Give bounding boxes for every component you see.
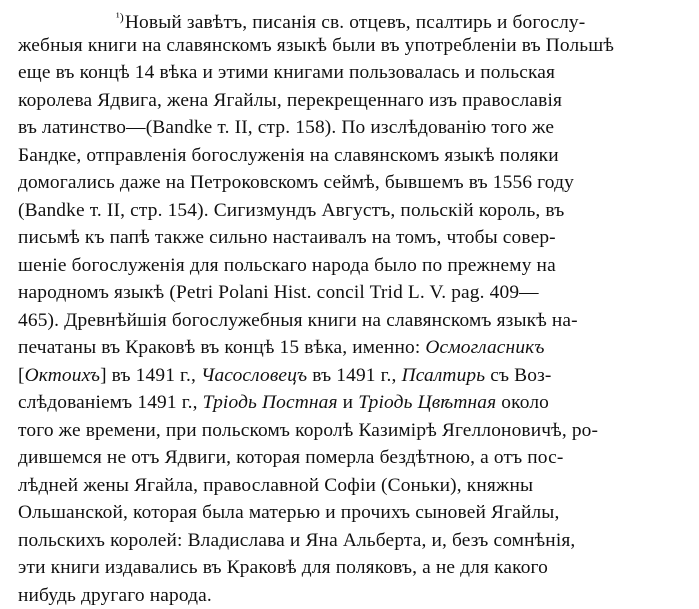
footnote-text: [ bbox=[18, 365, 25, 386]
footnote-text: ] въ 1491 г., bbox=[100, 365, 201, 386]
footnote-text: эти книги издавались въ Краковѣ для поляковъ, а не для какого bbox=[18, 557, 548, 578]
footnote-text: около bbox=[496, 392, 549, 413]
footnote-block bbox=[18, 4, 686, 609]
footnote-text: жебныя книги на славянскомъ языкѣ были въ употребленіи въ Польшѣ bbox=[18, 35, 614, 56]
footnote-line bbox=[18, 389, 686, 417]
footnote-line bbox=[18, 142, 686, 170]
footnote-line bbox=[18, 527, 686, 555]
footnote-text: и bbox=[338, 392, 359, 413]
footnote-line bbox=[18, 582, 686, 609]
footnote-line bbox=[18, 59, 686, 87]
footnote-text: печатаны въ Краковѣ въ концѣ 15 вѣка, именно: bbox=[18, 337, 425, 358]
italic-title: Часословецъ bbox=[201, 365, 307, 386]
footnote-line bbox=[18, 4, 686, 32]
footnote-text: въ 1491 г., bbox=[307, 365, 401, 386]
footnote-text: еще въ концѣ 14 вѣка и этими книгами пользовалась и польская bbox=[18, 62, 555, 83]
footnote-line bbox=[18, 114, 686, 142]
footnote-text: Ольшанской, которая была матерью и прочихъ сыновей Ягайлы, bbox=[18, 502, 559, 523]
footnote-text: нибудь другаго народа. bbox=[18, 585, 212, 606]
footnote-text: (Bandke т. II, стр. 154). Сигизмундъ Августъ, польскій король, въ bbox=[18, 200, 564, 221]
footnote-line bbox=[18, 279, 686, 307]
footnote-text: въ латинство—(Bandke т. II, стр. 158). По изслѣдованію того же bbox=[18, 117, 554, 138]
footnote-line bbox=[18, 32, 686, 60]
footnote-text: того же времени, при польскомъ королѣ Казимірѣ Ягеллоновичѣ, ро- bbox=[18, 420, 598, 441]
italic-title: Осмогласникъ bbox=[425, 337, 544, 358]
footnote-text: слѣдованіемъ 1491 г., bbox=[18, 392, 203, 413]
italic-title: Псалтирь bbox=[402, 365, 486, 386]
footnote-line bbox=[18, 472, 686, 500]
footnote-text: съ Воз- bbox=[485, 365, 551, 386]
footnote-text: лѣдней жены Ягайла, православной Софіи (Соньки), княжны bbox=[18, 475, 533, 496]
italic-title: Тріодь Цвѣтная bbox=[358, 392, 496, 413]
footnote-line bbox=[18, 444, 686, 472]
footnote-text: польскихъ королей: Владислава и Яна Альберта, и, безъ сомнѣнія, bbox=[18, 530, 575, 551]
footnote-marker: ¹) bbox=[116, 10, 124, 24]
footnote-line bbox=[18, 87, 686, 115]
footnote-line bbox=[18, 362, 686, 390]
footnote-text: Бандке, отправленія богослуженія на славянскомъ языкѣ поляки bbox=[18, 145, 559, 166]
footnote-line bbox=[18, 307, 686, 335]
footnote-text: домогались даже на Петроковскомъ сеймѣ, бывшемъ въ 1556 году bbox=[18, 172, 574, 193]
footnote-text: дившемся не отъ Ядвиги, которая померла бездѣтною, а отъ пос- bbox=[18, 447, 563, 468]
footnote-text: королева Ядвига, жена Ягайлы, перекрещеннаго изъ православія bbox=[18, 90, 562, 111]
footnote-line bbox=[18, 334, 686, 362]
footnote-line bbox=[18, 554, 686, 582]
footnote-text: 465). Древнѣйшія богослужебныя книги на славянскомъ языкѣ на- bbox=[18, 310, 578, 331]
italic-title: Тріодь Постная bbox=[203, 392, 338, 413]
footnote-line bbox=[18, 224, 686, 252]
footnote-text: народномъ языкѣ (Petri Polani Hist. concil Trid L. V. pag. 409— bbox=[18, 282, 539, 303]
footnote-text: шеніе богослуженія для польскаго народа было по прежнему на bbox=[18, 255, 556, 276]
footnote-line bbox=[18, 197, 686, 225]
footnote-text: Новый завѣтъ, писанія св. отцевъ, псалтирь и богослу- bbox=[125, 12, 585, 32]
italic-title: Октоихъ bbox=[25, 365, 100, 386]
footnote-text: письмѣ къ папѣ также сильно настаивалъ на томъ, чтобы совер- bbox=[18, 227, 556, 248]
footnote-line bbox=[18, 169, 686, 197]
footnote-line bbox=[18, 499, 686, 527]
footnote-line bbox=[18, 417, 686, 445]
footnote-line bbox=[18, 252, 686, 280]
